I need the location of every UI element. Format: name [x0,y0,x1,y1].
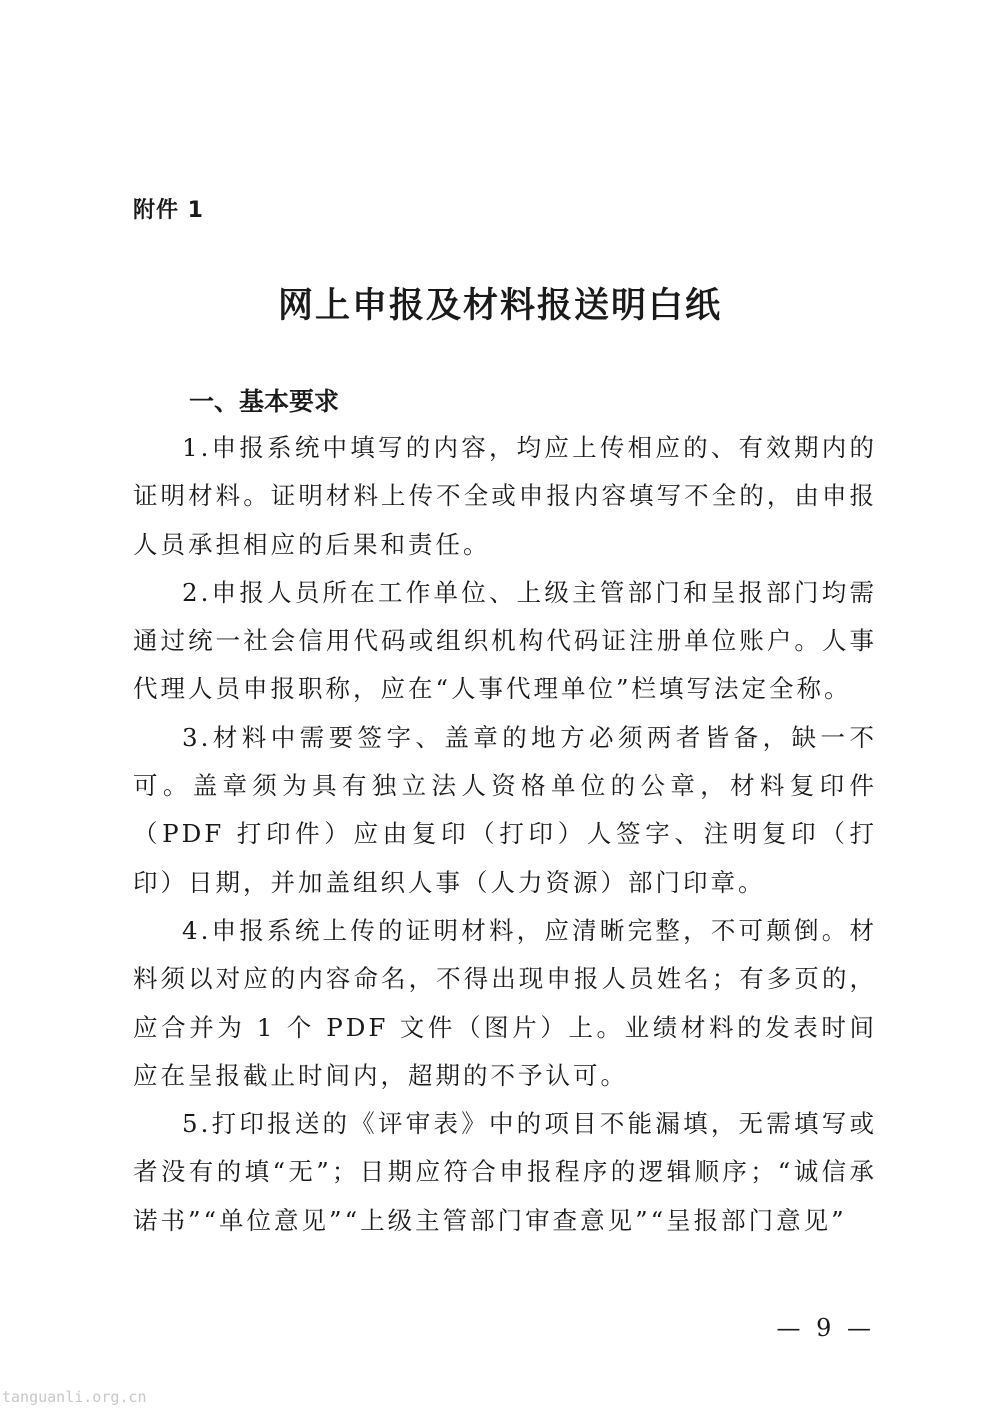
paragraph-1: 1.申报系统中填写的内容，均应上传相应的、有效期内的证明材料。证明材料上传不全或申报内容填写不全的，由申报人员承担相应的后果和责任。 [133,433,877,559]
attachment-label: 附件 1 [133,198,204,223]
paragraph-3: 3.材料中需要签字、盖章的地方必须两者皆备，缺一不可。盖章须为具有独立法人资格单位的公章，材料复印件（PDF 打印件）应由复印（打印）人签字、注明复印（打印）日期，并加盖组织人事（人力资源）部门印章。 [133,722,877,897]
page-number: — 9 — [776,1314,875,1342]
paragraph-5: 5.打印报送的《评审表》中的项目不能漏填，无需填写或者没有的填“无”；日期应符合申报程序的逻辑顺序；“诚信承诺书”“单位意见”“上级主管部门审查意见”“呈报部门意见” [133,1109,877,1235]
paragraph-2: 2.申报人员所在工作单位、上级主管部门和呈报部门均需通过统一社会信用代码或组织机构代码证注册单位账户。人事代理人员申报职称，应在“人事代理单位”栏填写法定全称。 [133,577,877,704]
watermark-text: tanguanli.org.cn [2,1388,147,1406]
paragraph-4: 4.申报系统上传的证明材料，应清晰完整，不可颠倒。材料须以对应的内容命名，不得出现申报人员姓名；有多页的，应合并为 1 个 PDF 文件（图片）上。业绩材料的发表时间应在呈报截止时间内，超期的不予认可。 [133,915,877,1090]
document-title: 网上申报及材料报送明白纸 [277,285,722,326]
section-heading: 一、基本要求 [189,387,340,416]
document-body [133,424,877,1245]
